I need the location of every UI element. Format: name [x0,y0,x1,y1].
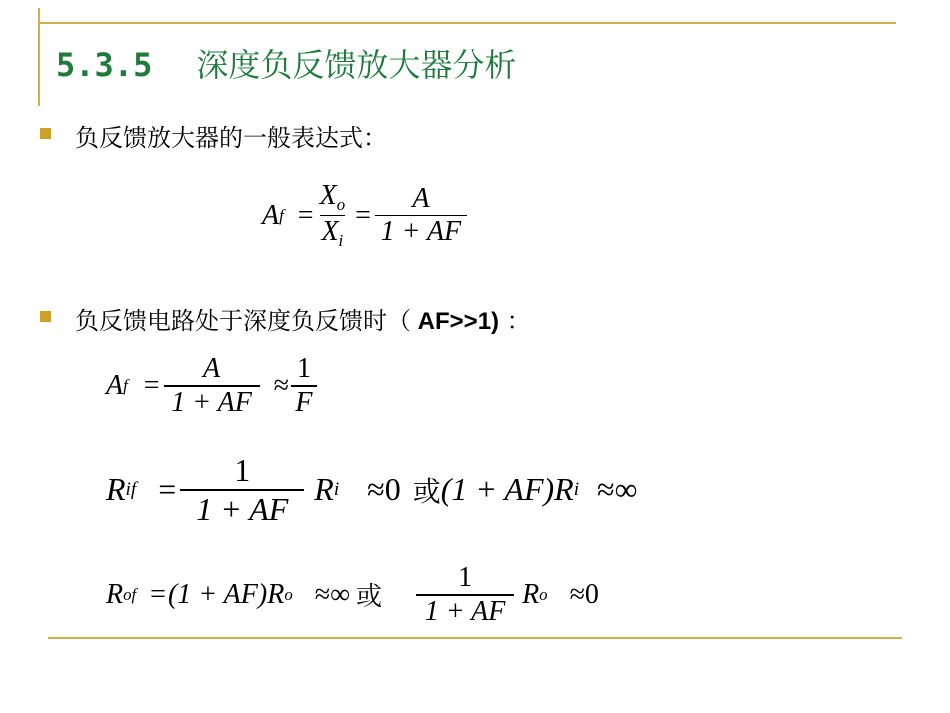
bullet-text-2-colon: ： [499,307,531,335]
var-A: A [106,369,124,401]
sub-i: i [573,478,580,500]
formula-deep-feedback-gain [106,353,317,419]
sub-i: i [333,478,340,500]
formula-closed-loop-gain [262,180,467,251]
denominator: 1 + AF [380,216,462,248]
formula-input-resistance [106,452,637,528]
formula-output-resistance [106,562,599,628]
or-word: 或 [356,582,383,613]
fraction-1-over-1af [180,452,304,528]
equals-sign: = [355,199,371,231]
bullet-marker [40,311,51,322]
numerator: 1 [458,562,473,593]
numerator: 1 [234,452,251,488]
var-R: R [314,471,334,508]
var-A: A [262,199,280,231]
sub-f: f [279,205,284,225]
fraction-1-over-1af [416,562,514,628]
var-X: X [321,216,339,248]
sub-if: if [125,478,137,500]
expr-1-plus-af-r: (1 + AF)R [167,578,285,610]
bullet-marker [40,128,51,139]
approx-infinity: ≈∞ [314,578,351,610]
fraction-xo-xi [320,180,346,251]
page-title [56,40,516,86]
equals-sign: = [158,471,177,508]
equals-sign: = [297,199,314,231]
sub-f: f [123,375,128,395]
denominator: 1 + AF [171,386,252,418]
var-A: A [412,182,430,214]
approx-zero: ≈0 [569,578,599,610]
sub-of: of [123,584,137,604]
var-R: R [106,578,124,610]
denominator: 1 + AF [196,490,289,527]
title-accent-top-line [38,22,896,24]
numerator: 1 [296,353,311,384]
expr-1-plus-af-r: (1 + AF)R [440,471,574,508]
var-R: R [522,578,540,610]
or-word: 或 [412,474,441,508]
approx-infinity: ≈∞ [597,471,638,508]
footer-accent-line [48,637,902,639]
section-number: 5.3.5 [56,46,153,84]
approx-sign: ≈ [273,369,289,401]
fraction-a-over-1af [164,353,260,419]
bullet-text-1: 负反馈放大器的一般表达式： [75,124,387,152]
bullet-text-2 [75,301,531,336]
fraction-1-over-f [291,353,317,419]
sub-i: i [338,231,344,251]
fraction-a-over-1af [375,183,467,249]
var-R: R [106,471,126,508]
bullet-text-2-main: 负反馈电路处于深度负反馈时（ [75,307,411,335]
denominator: 1 + AF [424,595,506,627]
sub-o: o [539,584,548,604]
equals-sign: = [150,578,166,610]
approx-zero: ≈0 [367,471,401,508]
equals-sign: = [143,369,160,401]
bullet-text-2-condition: AF>>1) [411,308,500,335]
section-title: 深度负反馈放大器分析 [196,46,517,84]
sub-o: o [284,584,293,604]
sub-o: o [336,194,346,214]
var-F: F [295,386,313,418]
var-A: A [203,353,221,384]
var-X: X [319,180,337,211]
